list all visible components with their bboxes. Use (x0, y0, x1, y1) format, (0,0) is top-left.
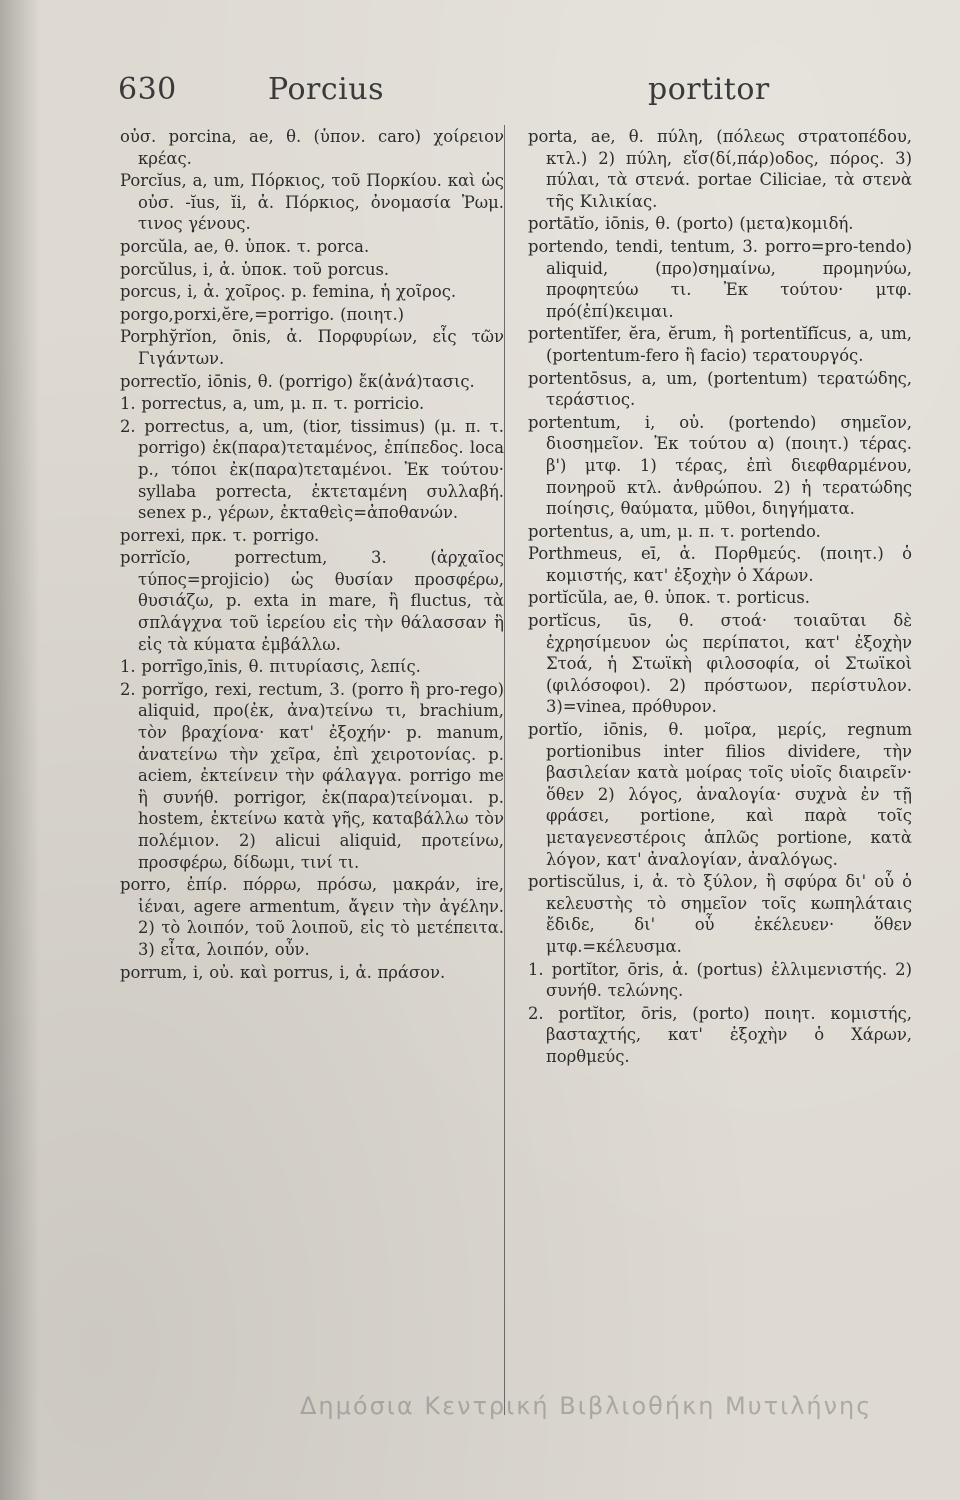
dictionary-entry: porrectĭo, iōnis, θ. (porrigo) ἔκ(ἀνά)τασις. (120, 371, 475, 391)
page-number: 630 (118, 72, 177, 107)
dictionary-entry: porrĭcĭo, porrectum, 3. (ἀρχαῖος τύπος=projicio) ὡς θυσίαν προσφέρω, θυσιάζω, p. exta in mare, ἢ fluctus, τὰ σπλάγχνα τοῦ ἱερείου εἰς τὴν θάλασσαν ἢ εἰς τὰ κύματα ἐμβάλλω. (120, 548, 504, 654)
dictionary-entry: porta, ae, θ. πύλη, (πόλεως στρατοπέδου, κτλ.) 2) πύλη, εἴσ(δί,πάρ)οδος, πόρος. 3) πύλαι, τὰ στενά. portae Ciliciae, τὰ στενὰ τῆς Κιλικίας. (528, 127, 912, 211)
library-watermark: Δημόσια Κεντρική Βιβλιοθήκη Μυτιλήνης (300, 1392, 873, 1420)
left-headword: Porcius (268, 72, 384, 107)
page-edge-shadow (0, 0, 40, 1500)
dictionary-entry: portendo, tendi, tentum, 3. porro=pro-tendo) aliquid, (προ)σημαίνω, προμηνύω, προφητεύω τι. Ἐκ τούτου· μτφ. πρό(ἐπί)κειμαι. (528, 236, 912, 321)
dictionary-entry: 2. portĭtor, ōris, (porto) ποιητ. κομιστής, βασταχτής, κατ' ἐξοχὴν ὁ Χάρων, πορθμεύς. (528, 1003, 912, 1066)
dictionary-entry: portentōsus, a, um, (portentum) τερατώδης, τεράστιος. (528, 368, 912, 410)
dictionary-entry: 1. porrectus, a, um, μ. π. τ. porricio. (120, 394, 425, 414)
dictionary-entry: Porcĭus, a, um, Πόρκιος, τοῦ Πορκίου. καὶ ὡς οὐσ. -ĭus, ĭi, ἀ. Πόρκιος, ὀνομασία Ῥωμ. τινος γένους. (120, 171, 504, 234)
dictionary-entry: porgo,porxi,ĕre,=porrigo. (ποιητ.) (120, 304, 405, 324)
dictionary-entry: 2. porrĭgo, rexi, rectum, 3. (porro ἢ pro-rego) aliquid, προ(ἐκ, ἀνα)τείνω τι, brachium, τὸν βραχίονα· κατ' ἐξοχήν· p. manum, ἀνατείνω τὴν χεῖρα, ἐπὶ χειροτονίας. p. aciem, ἐκτείνειν τὴν φάλαγγα. porrigo me ἢ συνήθ. porrigor, ἐκ(παρα)τείνομαι. p. hostem, ἐκτείνω κατὰ γῆς, καταβάλλω τὸν πολέμιον. 2) alicui aliquid, προτείνω, προσφέρω, δίδωμι, τινί τι. (120, 679, 504, 872)
left-column (120, 126, 504, 984)
dictionary-entry: οὐσ. porcina, ae, θ. (ὑπον. caro) χοίρειον κρέας. (120, 127, 504, 168)
right-headword: portitor (648, 72, 770, 107)
dictionary-entry: porcŭlus, i, ἀ. ὑποκ. τοῦ porcus. (120, 259, 390, 279)
dictionary-entry: porrum, i, οὐ. καὶ porrus, i, ἀ. πράσον. (120, 962, 446, 982)
dictionary-entry: portĭcus, ūs, θ. στοά· τοιαῦται δὲ ἐχρησίμευον ὡς περίπατοι, κατ' ἐξοχὴν Στοά, ἡ Στωϊκὴ φιλοσοφία, οἱ Στωϊκοὶ (φιλόσοφοι). 2) πρόστωον, περίστυλον. 3)=vinea, πρόθυρον. (528, 611, 912, 717)
dictionary-entry: portĭcŭla, ae, θ. ὑποκ. τ. porticus. (528, 588, 811, 608)
page-header (118, 72, 908, 122)
dictionary-entry: portiscŭlus, i, ἀ. τὸ ξύλον, ἢ σφύρα δι' οὗ ὁ κελευστὴς τὸ σημεῖον τοῖς κωπηλάταις ἔδιδε, δι' οὗ ἐκέλευεν· ὅθεν μτφ.=κέλευσμα. (528, 872, 912, 956)
column-divider (504, 125, 505, 1415)
dictionary-entry: 1. portĭtor, ōris, ἀ. (portus) ἐλλιμενιστής. 2) συνήθ. τελώνης. (528, 959, 912, 1001)
dictionary-entry: 1. porrīgo,īnis, θ. πιτυρίασις, λεπίς. (120, 657, 421, 677)
dictionary-entry: porro, ἐπίρ. πόρρω, πρόσω, μακράν, ire, ἰέναι, agere armentum, ἄγειν τὴν ἀγέλην. 2) τὸ λοιπόν, τοῦ λοιποῦ, εἰς τὸ μετέπειτα. 3) εἶτα, λοιπόν, οὖν. (120, 875, 504, 959)
dictionary-entry: portentum, i, οὐ. (portendo) σημεῖον, διοσημεῖον. Ἐκ τούτου α) (ποιητ.) τέρας. β') μτφ. 1) τέρας, ἐπὶ διεφθαρμένου, πονηροῦ κτλ. ἀνθρώπου. 2) ἡ τερατώδης ποίησις, θαύματα, μῦθοι, διηγήματα. (528, 412, 912, 519)
dictionary-entry: portentĭfer, ĕra, ĕrum, ἢ portentĭfĭcus, a, um, (portentum-fero ἢ facio) τερατουργός. (528, 324, 912, 365)
dictionary-entry: portātĭo, iōnis, θ. (porto) (μετα)κομιδή. (528, 214, 854, 234)
dictionary-entry: 2. porrectus, a, um, (tior, tissimus) (μ. π. τ. porrigo) ἐκ(παρα)τεταμένος, ἐπίπεδος. loca p., τόποι ἐκ(παρα)τεταμένοι. Ἐκ τούτου· syllaba porrecta, ἐκτεταμένη συλλαβή. senex p., γέρων, ἐκταθεὶς=ἀποθανών. (120, 416, 504, 523)
right-column (528, 126, 912, 1069)
dictionary-entry: Porthmeus, eī, ἀ. Πορθμεύς. (ποιητ.) ὁ κομιστής, κατ' ἐξοχὴν ὁ Χάρων. (528, 544, 912, 585)
dictionary-entry: Porphy̆rĭon, ōnis, ἀ. Πορφυρίων, εἷς τῶν Γιγάντων. (120, 327, 504, 368)
dictionary-entry: porrexi, πρκ. τ. porrigo. (120, 525, 320, 545)
dictionary-entry: portĭo, iōnis, θ. μοῖρα, μερίς, regnum portionibus inter filios dividere, τὴν βασιλείαν κατὰ μοίρας τοῖς υἱοῖς διαιρεῖν· ὅθεν 2) λόγος, ἀναλογία· συχνὰ ἐν τῇ φράσει, portione, καὶ παρὰ τοῖς μεταγενεστέροις ἁπλῶς portione, κατὰ λόγον, κατ' ἀναλογίαν, ἀναλόγως. (528, 720, 912, 869)
dictionary-entry: portentus, a, um, μ. π. τ. portendo. (528, 521, 821, 541)
dictionary-entry: porcus, i, ἀ. χοῖρος. p. femina, ἡ χοῖρος. (120, 282, 457, 302)
dictionary-entry: porcŭla, ae, θ. ὑποκ. τ. porca. (120, 236, 370, 256)
